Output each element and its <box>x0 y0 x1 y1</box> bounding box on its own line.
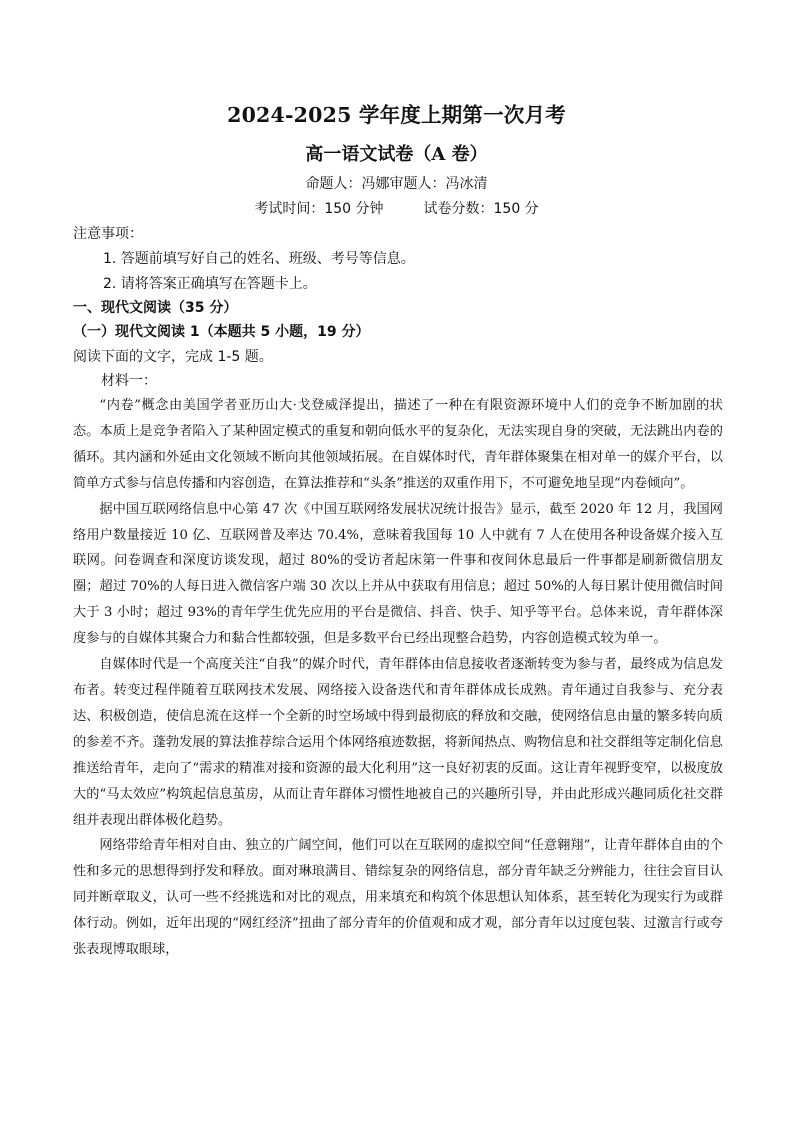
exam-info-line <box>0 198 793 218</box>
passage-paragraph: 网络带给青年相对自由、独立的广阔空间，他们可以在互联网的虚拟空间“任意翱翔”，让青年群体自由的个性和多元的思想得到抒发和释放。面对琳琅满目、错综复杂的网络信息，部分青年缺乏分辨能力，往往会盲目认同并断章取义，认可一些不经挑选和对比的观点，用来填充和构筑个体思想认知体系，甚至转化为现实行为或群体行动。例如，近年出现的“网红经济”扭曲了部分青年的价值观和成才观，部分青年以过度包装、过激言行或夸张表现博取眼球， <box>73 838 723 958</box>
passage-paragraph: 据中国互联网络信息中心第 47 次《中国互联网络发展状况统计报告》显示，截至 2020 年 12 月，我国网络用户数量接近 10 亿、互联网普及率达 70.4%，意味着我国每 10 人中就有 7 人在使用各种设备媒介接入互联网。问卷调查和深度访谈发现，超过 80%的受访者起床第一件事和夜间休息最后一件事都是刷新微信朋友圈；超过 70%的人每日进入微信客户端 30 次以上并从中获取有用信息；超过 50%的人每日累计使用微信时间大于 3 小时；超过 93%的青年学生优先应用的平台是微信、抖音、快手、知乎等平台。总体来说，青年群体深度参与的自媒体其聚合力和黏合性都较强，但是多数平台已经出现整合趋势，内容创造模式较为单一。 <box>73 501 723 647</box>
notes-heading: 注意事项： <box>73 226 143 242</box>
note-item-1: 1. 答题前填写好自己的姓名、班级、考号等信息。 <box>103 251 415 267</box>
exam-score: 试卷分数：150 分 <box>423 201 539 217</box>
passage <box>73 393 723 963</box>
note-item-2: 2. 请将答案正确填写在答题卡上。 <box>103 276 317 292</box>
exam-subtitle: 高一语文试卷（A 卷） <box>305 144 488 165</box>
passage-paragraph: “内卷”概念由美国学者亚历山大·戈登威泽提出，描述了一种在有限资源环境中人们的竞争不断加剧的状态。本质上是竞争者陷入了某种固定模式的重复和朝向低水平的复杂化，无法实现自身的突破，无法跳出内卷的循环。其内涵和外延由文化领域不断向其他领域拓展。在自媒体时代，青年群体聚集在相对单一的媒介平台，以简单方式参与信息传播和内容创造，在算法推荐和“头条”推送的双重作用下，不可避免地呈现“内卷倾向”。 <box>73 398 723 491</box>
exam-title: 2024-2025 学年度上期第一次月考 <box>227 103 566 127</box>
reading-instruction: 阅读下面的文字，完成 1-5 题。 <box>73 349 273 365</box>
passage-paragraph: 自媒体时代是一个高度关注“自我”的媒介时代，青年群体由信息接收者逐渐转变为参与者，最终成为信息发布者。转变过程伴随着互联网技术发展、网络接入设备迭代和青年群体成长成熟。青年通过自我参与、充分表达、积极创造，使信息流在这样一个全新的时空场域中得到最彻底的释放和交融，使网络信息由量的繁多转向质的参差不齐。蓬勃发展的算法推荐综合运用个体网络痕迹数据，将新闻热点、购物信息和社交群组等定制化信息推送给青年，走向了“需求的精准对接和资源的最大化利用”这一良好初衷的反面。这让青年视野变窄，以极度放大的“马太效应”构筑起信息茧房，从而让青年群体习惯性地被自己的兴趣所引导，并由此形成兴趣同质化社交群组并表现出群体极化趋势。 <box>73 657 723 828</box>
material-label: 材料一： <box>101 373 157 389</box>
part-title: （一）现代文阅读 1（本题共 5 小题，19 分） <box>73 324 370 340</box>
exam-time: 考试时间：150 分钟 <box>254 201 384 217</box>
author-line: 命题人：冯娜审题人：冯冰清 <box>305 176 488 192</box>
section-title: 一、现代文阅读（35 分） <box>73 300 238 316</box>
